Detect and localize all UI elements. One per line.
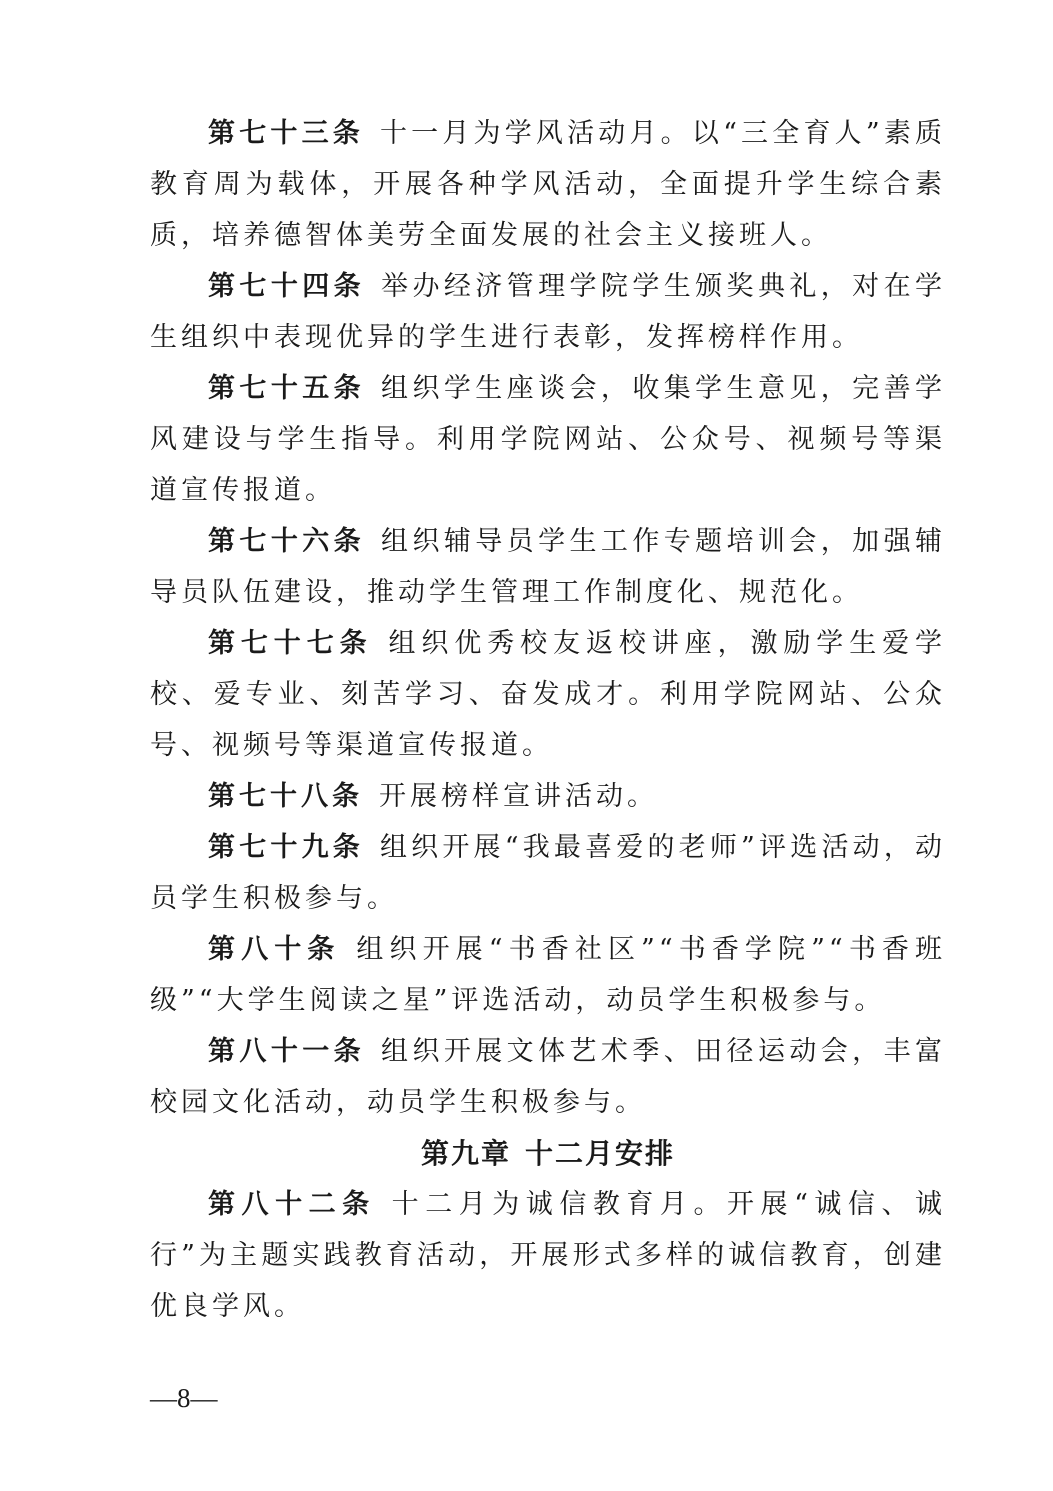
- article-number: 第七十六条: [208, 526, 366, 557]
- article-text: 十二月为诚信教育月。开展“诚信、诚行”为主题实践教育活动，开展形式多样的诚信教育，创建优良学风。: [150, 1189, 946, 1322]
- article-text: 组织辅导员学生工作专题培训会，加强辅导员队伍建设，推动学生管理工作制度化、规范化。: [150, 526, 947, 608]
- article-number: 第七十九条: [208, 832, 364, 863]
- document-body: [150, 108, 946, 1332]
- article-number: 第七十七条: [208, 628, 373, 659]
- chapter-number: 第九章: [420, 1137, 511, 1170]
- article-76: [150, 516, 946, 618]
- article-text: 组织开展文体艺术季、田径运动会，丰富校园文化活动，动员学生积极参与。: [150, 1036, 947, 1118]
- article-73: [150, 108, 946, 261]
- article-text: 组织开展“我最喜爱的老师”评选活动，动员学生积极参与。: [150, 832, 947, 914]
- article-75: [150, 363, 946, 516]
- article-number: 第八十二条: [208, 1189, 376, 1220]
- article-79: [150, 822, 946, 924]
- article-number: 第七十四条: [208, 271, 366, 302]
- article-number: 第八十条: [208, 934, 341, 965]
- article-81: [150, 1026, 946, 1128]
- article-number: 第八十一条: [208, 1036, 366, 1067]
- article-text: 十一月为学风活动月。以“三全育人”素质教育周为载体，开展各种学风活动，全面提升学生综合素质，培养德智体美劳全面发展的社会主义接班人。: [150, 118, 947, 251]
- article-text: 开展榜样宣讲活动。: [379, 781, 658, 812]
- chapter-heading: [150, 1128, 946, 1179]
- article-77: [150, 618, 946, 771]
- page-number: —8—: [150, 1383, 218, 1413]
- article-text: 组织开展“书香社区”“书香学院”“书香班级”“大学生阅读之星”评选活动，动员学生积极参与。: [150, 934, 947, 1016]
- article-82: [150, 1179, 946, 1332]
- article-78: [150, 771, 946, 822]
- article-text: 举办经济管理学院学生颁奖典礼，对在学生组织中表现优异的学生进行表彰，发挥榜样作用。: [150, 271, 947, 353]
- article-74: [150, 261, 946, 363]
- article-number: 第七十三条: [208, 118, 364, 149]
- article-number: 第七十五条: [208, 373, 366, 404]
- article-text: 组织学生座谈会，收集学生意见，完善学风建设与学生指导。利用学院网站、公众号、视频号等渠道宣传报道。: [150, 373, 947, 506]
- chapter-title: 十二月安排: [525, 1137, 676, 1170]
- article-number: 第七十八条: [208, 781, 363, 812]
- article-text: 组织优秀校友返校讲座，激励学生爱学校、爱专业、刻苦学习、奋发成才。利用学院网站、公众号、视频号等渠道宣传报道。: [150, 628, 947, 761]
- article-80: [150, 924, 946, 1026]
